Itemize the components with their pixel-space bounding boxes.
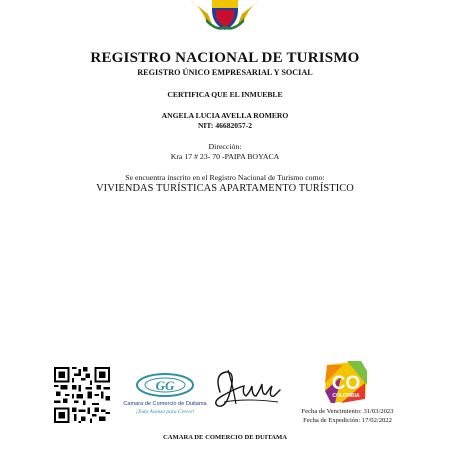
issuer-footer: CAMARA DE COMERCIO DE DUITAMA [162,434,288,441]
registration-statement: Se encuentra inscrito en el Registro Nacional de Turismo como: [125,173,325,182]
document-subtitle: REGISTRO ÚNICO EMPRESARIAL Y SOCIAL [137,68,313,77]
address-label: Dirección: [208,142,242,151]
colombia-logo-subtext: COLOMBIA [332,393,360,399]
qr-code [54,367,110,423]
chamber-logo-text: Camara de Comercio de Duitama [123,401,207,407]
certifies-heading: CERTIFICA QUE EL INMUEBLE [167,90,283,99]
owner-name: ANGELA LUCIA AVELLA ROMERO [161,111,289,120]
coat-of-arms-emblem [186,0,264,30]
chamber-of-commerce-logo [120,371,210,421]
document-title: REGISTRO NACIONAL DE TURISMO [90,50,360,66]
registration-category: VIVIENDAS TURÍSTICAS APARTAMENTO TURÍSTICO [96,183,354,194]
handwritten-signature [206,362,286,414]
expiry-date: Fecha de Vencimiento: 31/03/2023 [301,408,394,415]
owner-nit: NIT: 46682057-2 [197,121,253,130]
issue-date: Fecha de Expedición: 17/02/2022 [303,417,392,424]
chamber-slogan: ¡Todo Avanza para Crecer! [135,409,195,415]
svg-text:GG: GG [155,378,175,393]
colombia-co-logo [321,361,371,405]
co-logo-text: CO [331,373,361,394]
address-value: Kra 17 # 23- 70 -PAIPA BOYACA [170,152,280,161]
